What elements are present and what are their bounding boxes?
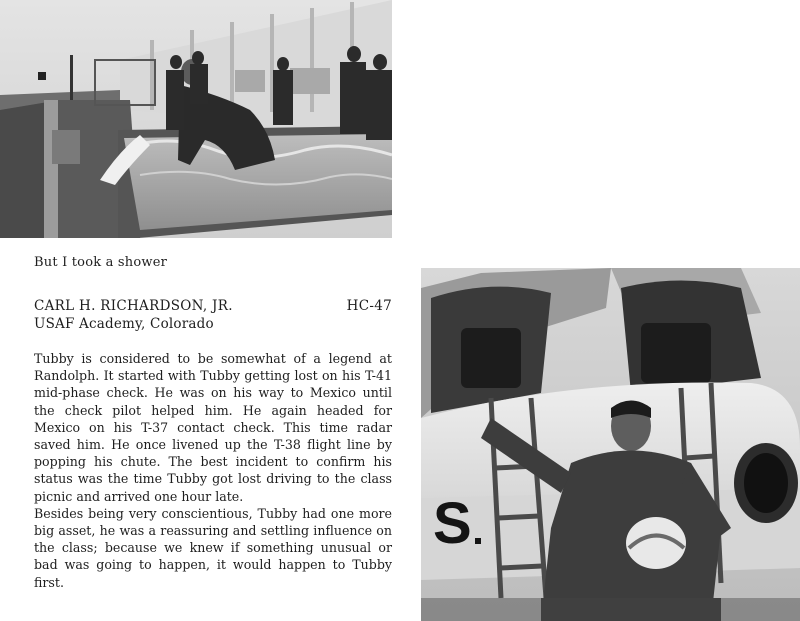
name-line (34, 298, 392, 314)
person-name: CARL H. RICHARDSON, JR. (34, 298, 233, 314)
pool-dunk-photo-image (0, 0, 392, 238)
bio-paragraph: Tubby is considered to be somewhat of a legend at Randolph. It started with Tubby getting lost on his T-41 mid-phase check. He was on his way to Mexico until the check pilot helped him. He again headed for Mexico on his T-37 contact check. This time radar saved him. He once livened up the T-38 flight line by popping his chute. The best incident to confirm his status was the time Tubby got lost driving to the class picnic and arrived one hour late. (34, 351, 392, 504)
aircraft-marking: S (433, 491, 472, 556)
class-code: HC-47 (346, 298, 392, 314)
pilot-jet-photo-image (421, 268, 800, 621)
bio-paragraph: Besides being very conscientious, Tubby had one more big asset, he was a reassuring and settling influence on the class; because we knew if something unusual or bad was going to happen, it would happen to Tubby first. (34, 505, 392, 590)
photo-caption: But I took a shower (34, 255, 168, 270)
bio-text (34, 350, 392, 591)
pool-dunk-photo (0, 0, 392, 238)
person-affiliation: USAF Academy, Colorado (34, 316, 214, 332)
pilot-jet-photo (421, 268, 800, 621)
